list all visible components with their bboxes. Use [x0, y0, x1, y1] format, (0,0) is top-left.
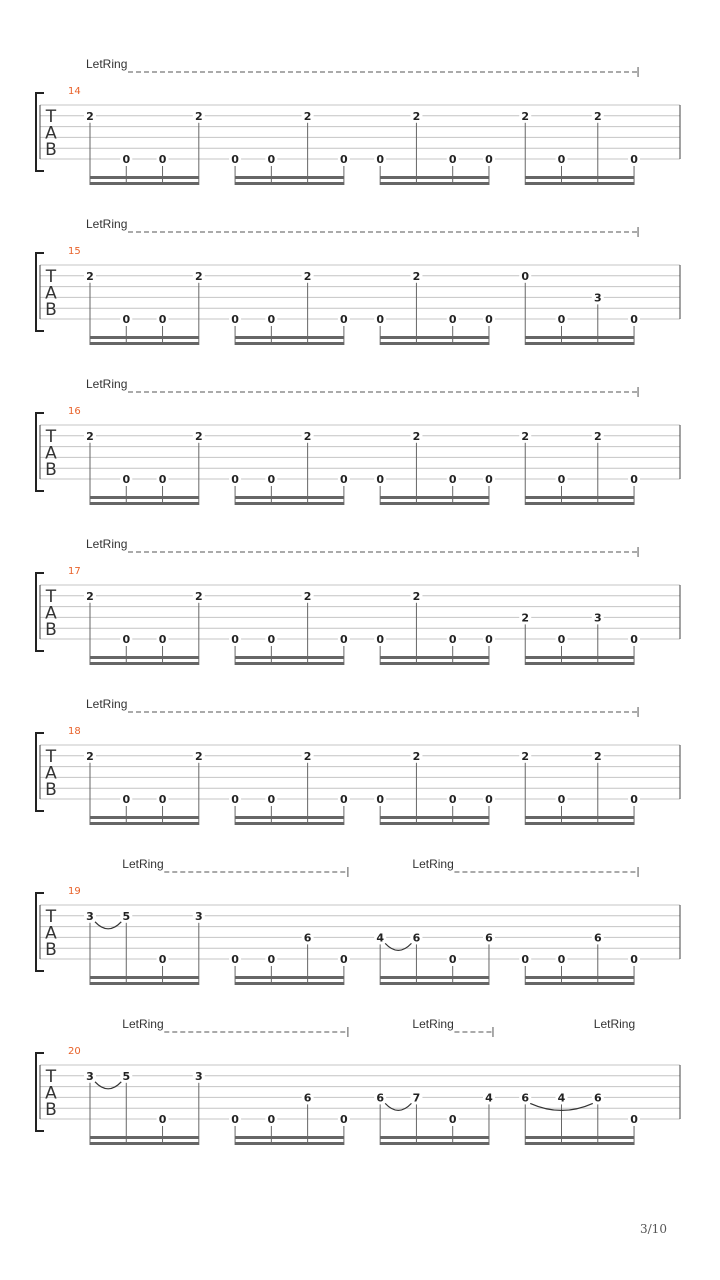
beam-primary: [90, 816, 199, 819]
fret-number: 0: [448, 153, 457, 166]
letring-label: LetRing: [412, 857, 454, 871]
beam-primary: [525, 176, 634, 179]
beam-primary: [235, 1136, 344, 1139]
fret-number: 6: [303, 931, 312, 945]
fret-number: 2: [194, 269, 203, 283]
fret-number: 2: [194, 109, 203, 123]
beam-primary: [90, 496, 199, 499]
fret-number: 2: [303, 269, 312, 283]
measure-number: 20: [68, 1046, 81, 1057]
fret-number: 7: [412, 1091, 421, 1105]
letring-label: LetRing: [122, 1017, 164, 1031]
fret-number: 4: [557, 1091, 566, 1105]
measure-number: 17: [68, 566, 81, 577]
fret-number: 2: [521, 429, 530, 443]
fret-number: 0: [557, 153, 566, 166]
fret-number: 2: [593, 109, 602, 123]
clef-letter-a: A: [45, 443, 57, 464]
fret-number: 0: [448, 633, 457, 646]
slur-arc: [95, 922, 121, 929]
fret-number: 2: [303, 589, 312, 603]
fret-number: 2: [86, 429, 94, 443]
beam-secondary: [235, 662, 344, 665]
beam-primary: [235, 496, 344, 499]
fret-number: 0: [267, 153, 276, 166]
fret-number: 0: [158, 313, 167, 326]
fret-number: 2: [593, 429, 602, 443]
fret-number: 2: [521, 611, 530, 625]
clef-letter-t: T: [45, 427, 57, 447]
fret-number: 6: [303, 1091, 312, 1105]
fret-number: 0: [340, 1113, 348, 1126]
fret-number: 0: [122, 153, 131, 166]
clef-letter-t: T: [45, 907, 57, 927]
fret-number: 0: [231, 793, 239, 806]
fret-number: 0: [158, 153, 167, 166]
fret-number: 0: [376, 313, 384, 326]
beam-secondary: [380, 1142, 489, 1145]
beam-secondary: [235, 502, 344, 505]
fret-number: 0: [521, 953, 530, 966]
fret-number: 4: [485, 1091, 493, 1105]
fret-number: 0: [630, 633, 638, 646]
clef-letter-a: A: [45, 1083, 57, 1104]
beam-primary: [525, 496, 634, 499]
fret-number: 0: [376, 793, 384, 806]
fret-number: 0: [122, 473, 131, 486]
fret-number: 5: [122, 1069, 131, 1083]
beam-secondary: [380, 182, 489, 185]
beam-secondary: [525, 502, 634, 505]
fret-number: 0: [630, 313, 638, 326]
beam-secondary: [90, 822, 199, 825]
beam-primary: [90, 176, 199, 179]
tab-system: [36, 377, 680, 505]
beam-secondary: [90, 342, 199, 345]
beam-secondary: [525, 982, 634, 985]
fret-number: 0: [122, 313, 131, 326]
fret-number: 0: [158, 953, 167, 966]
fret-number: 0: [158, 633, 167, 646]
fret-number: 3: [86, 1069, 94, 1083]
fret-number: 0: [158, 1113, 167, 1126]
slur-arc: [95, 1082, 121, 1089]
fret-number: 0: [485, 153, 493, 166]
letring-label: LetRing: [412, 1017, 454, 1031]
fret-number: 2: [194, 749, 203, 763]
clef-letter-b: B: [45, 300, 57, 320]
fret-number: 2: [412, 749, 421, 763]
beam-secondary: [235, 1142, 344, 1145]
beam-primary: [90, 976, 199, 979]
fret-number: 0: [485, 473, 493, 486]
clef-letter-a: A: [45, 923, 57, 944]
letring-label: LetRing: [86, 57, 128, 71]
clef-letter-a: A: [45, 123, 57, 144]
fret-number: 0: [122, 633, 131, 646]
clef-letter-a: A: [45, 283, 57, 304]
fret-number: 3: [194, 1069, 203, 1083]
clef-letter-b: B: [45, 940, 57, 960]
fret-number: 0: [485, 633, 493, 646]
fret-number: 2: [86, 749, 94, 763]
beam-secondary: [525, 342, 634, 345]
fret-number: 0: [557, 953, 566, 966]
page-number: 3/10: [640, 1222, 667, 1236]
beam-secondary: [525, 662, 634, 665]
fret-number: 0: [376, 633, 384, 646]
beam-primary: [380, 656, 489, 659]
fret-number: 0: [557, 793, 566, 806]
fret-number: 0: [557, 313, 566, 326]
fret-number: 0: [521, 269, 530, 283]
measure-number: 14: [68, 86, 81, 97]
beam-secondary: [235, 982, 344, 985]
fret-number: 2: [412, 109, 421, 123]
beam-secondary: [235, 182, 344, 185]
beam-primary: [380, 176, 489, 179]
fret-number: 5: [122, 909, 131, 923]
measure-number: 19: [68, 886, 81, 897]
fret-number: 0: [267, 473, 276, 486]
slur-arc: [385, 943, 411, 950]
fret-number: 0: [340, 793, 348, 806]
letring-label: LetRing: [86, 697, 128, 711]
tab-system: [36, 537, 680, 665]
beam-secondary: [525, 182, 634, 185]
fret-number: 0: [158, 473, 167, 486]
fret-number: 0: [267, 793, 276, 806]
beam-primary: [90, 336, 199, 339]
beam-primary: [380, 816, 489, 819]
fret-number: 0: [231, 953, 239, 966]
beam-primary: [235, 816, 344, 819]
beam-primary: [525, 656, 634, 659]
fret-number: 2: [303, 429, 312, 443]
clef-letter-b: B: [45, 460, 57, 480]
clef-letter-b: B: [45, 140, 57, 160]
fret-number: 0: [630, 793, 638, 806]
fret-number: 3: [194, 909, 203, 923]
beam-secondary: [235, 342, 344, 345]
clef-letter-t: T: [45, 587, 57, 607]
clef-letter-t: T: [45, 747, 57, 767]
measure-number: 18: [68, 726, 81, 737]
beam-secondary: [380, 342, 489, 345]
fret-number: 0: [376, 153, 384, 166]
beam-secondary: [90, 502, 199, 505]
fret-number: 6: [521, 1091, 530, 1105]
beam-secondary: [380, 822, 489, 825]
beam-primary: [235, 176, 344, 179]
fret-number: 0: [376, 473, 384, 486]
beam-primary: [380, 976, 489, 979]
fret-number: 0: [448, 473, 457, 486]
fret-number: 0: [340, 473, 348, 486]
measure-number: 15: [68, 246, 81, 257]
fret-number: 2: [412, 589, 421, 603]
clef-letter-a: A: [45, 603, 57, 624]
clef-letter-a: A: [45, 763, 57, 784]
fret-number: 3: [593, 291, 602, 305]
fret-number: 0: [267, 313, 276, 326]
beam-secondary: [90, 662, 199, 665]
fret-number: 0: [630, 473, 638, 486]
fret-number: 0: [485, 793, 493, 806]
fret-number: 0: [630, 1113, 638, 1126]
fret-number: 2: [412, 429, 421, 443]
fret-number: 2: [412, 269, 421, 283]
clef-letter-b: B: [45, 620, 57, 640]
beam-primary: [90, 656, 199, 659]
fret-number: 0: [267, 953, 276, 966]
clef-letter-t: T: [45, 1067, 57, 1087]
letring-label: LetRing: [86, 537, 128, 551]
fret-number: 0: [231, 153, 239, 166]
fret-number: 2: [521, 109, 530, 123]
fret-number: 2: [303, 109, 312, 123]
fret-number: 2: [194, 429, 203, 443]
fret-number: 6: [485, 931, 493, 945]
fret-number: 0: [231, 313, 239, 326]
beam-secondary: [90, 182, 199, 185]
fret-number: 4: [376, 931, 384, 945]
beam-primary: [380, 336, 489, 339]
letring-label: LetRing: [122, 857, 164, 871]
fret-number: 0: [448, 793, 457, 806]
clef-letter-t: T: [45, 267, 57, 287]
fret-number: 0: [267, 633, 276, 646]
beam-secondary: [380, 502, 489, 505]
fret-number: 2: [303, 749, 312, 763]
fret-number: 0: [231, 633, 239, 646]
fret-number: 6: [593, 1091, 602, 1105]
fret-number: 2: [86, 109, 94, 123]
fret-number: 0: [267, 1113, 276, 1126]
fret-number: 0: [231, 1113, 239, 1126]
beam-primary: [90, 1136, 199, 1139]
beam-primary: [235, 336, 344, 339]
letring-label: LetRing: [86, 217, 128, 231]
tab-system: [36, 697, 680, 825]
fret-number: 0: [448, 953, 457, 966]
fret-number: 0: [557, 633, 566, 646]
fret-number: 0: [340, 633, 348, 646]
clef-letter-b: B: [45, 1100, 57, 1120]
fret-number: 2: [86, 269, 94, 283]
tab-system: [36, 217, 680, 345]
fret-number: 6: [593, 931, 602, 945]
fret-number: 2: [521, 749, 530, 763]
beam-primary: [525, 336, 634, 339]
fret-number: 0: [122, 793, 131, 806]
fret-number: 2: [194, 589, 203, 603]
fret-number: 2: [593, 749, 602, 763]
beam-secondary: [525, 1142, 634, 1145]
fret-number: 0: [557, 473, 566, 486]
beam-secondary: [380, 662, 489, 665]
tab-system: [36, 1017, 680, 1145]
slur-arc: [385, 1103, 411, 1110]
fret-number: 2: [86, 589, 94, 603]
beam-secondary: [90, 982, 199, 985]
beam-primary: [525, 816, 634, 819]
fret-number: 6: [412, 931, 421, 945]
fret-number: 0: [340, 153, 348, 166]
letring-label: LetRing: [86, 377, 128, 391]
beam-primary: [235, 656, 344, 659]
fret-number: 0: [158, 793, 167, 806]
fret-number: 3: [593, 611, 602, 625]
beam-secondary: [90, 1142, 199, 1145]
fret-number: 0: [448, 1113, 457, 1126]
letring-label: LetRing: [593, 1017, 636, 1031]
beam-primary: [525, 1136, 634, 1139]
fret-number: 3: [86, 909, 94, 923]
beam-primary: [525, 976, 634, 979]
beam-primary: [380, 1136, 489, 1139]
tab-system: [36, 857, 680, 985]
fret-number: 0: [231, 473, 239, 486]
beam-primary: [235, 976, 344, 979]
fret-number: 0: [448, 313, 457, 326]
beam-primary: [380, 496, 489, 499]
fret-number: 0: [630, 153, 638, 166]
beam-secondary: [380, 982, 489, 985]
fret-number: 0: [340, 953, 348, 966]
tab-system: [36, 57, 680, 185]
beam-secondary: [235, 822, 344, 825]
measure-number: 16: [68, 406, 81, 417]
clef-letter-b: B: [45, 780, 57, 800]
fret-number: 0: [630, 953, 638, 966]
clef-letter-t: T: [45, 107, 57, 127]
fret-number: 6: [376, 1091, 384, 1105]
beam-secondary: [525, 822, 634, 825]
fret-number: 0: [485, 313, 493, 326]
fret-number: 0: [340, 313, 348, 326]
